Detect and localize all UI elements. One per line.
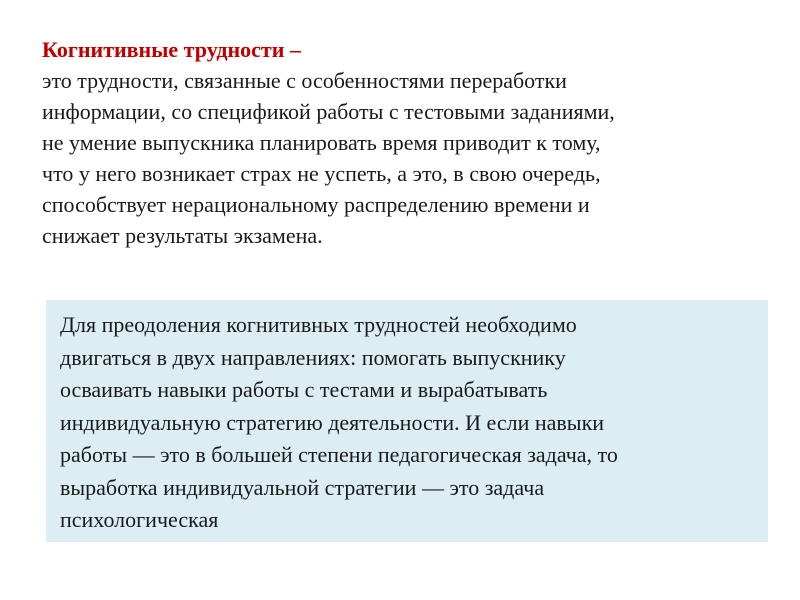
callout-box: Для преодоления когнитивных трудностей необходимо двигаться в двух направлениях: помогать выпускнику осваивать навыки работы с тестами и вырабатывать индивидуальную стратегию деятельности. И если навыки работы — это в большей степени педагогическая задача, то выработка индивидуальной стратегии — это задача психологическая (46, 300, 768, 542)
definition-term: Когнитивные трудности – (42, 37, 301, 62)
definition-block (42, 34, 772, 251)
definition-text: это трудности, связанные с особенностями переработки информации, со спецификой работы с тестовыми заданиями, не умение выпускника планировать время приводит к тому, что у него возникает страх не успеть, а это, в свою очередь, способствует нерациональному распределению времени и снижает результаты экзамена. (42, 68, 615, 248)
